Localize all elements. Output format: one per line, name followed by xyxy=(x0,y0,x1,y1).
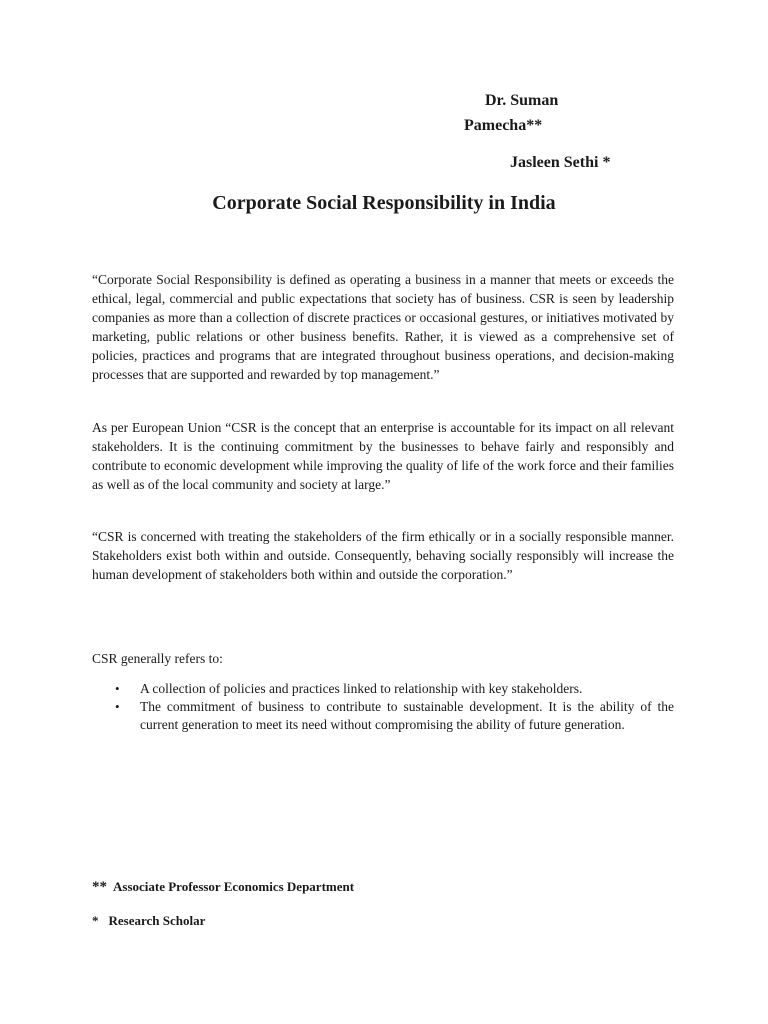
footnote-text: Associate Professor Economics Department xyxy=(113,879,355,894)
footnote-text: Research Scholar xyxy=(108,913,206,928)
bullet-icon: • xyxy=(115,699,120,714)
paragraph-csr-refers-to: CSR generally refers to: xyxy=(92,651,223,666)
bullet-list xyxy=(92,680,674,734)
list-item xyxy=(92,680,674,698)
document-title: Corporate Social Responsibility in India xyxy=(212,192,556,214)
paragraph-csr-definition: “Corporate Social Responsibility is defined as operating a business in a manner that meets or exceeds the ethical, legal, commercial and public expectations that society has of business. CSR is seen by leadership companies as more than a collection of discrete practices or occasional gestures, or initiatives motivated by marketing, public relations or other business benefits. Rather, it is viewed as a comprehensive set of policies, practices and programs that are integrated throughout business operations, and decision-making processes that are supported and rewarded by top management.” xyxy=(92,272,674,382)
footnote-mark: ** xyxy=(92,879,107,895)
paragraph-stakeholders: “CSR is concerned with treating the stakeholders of the firm ethically or in a socially responsible manner. Stakeholders exist both within and outside. Consequently, behaving socially responsibly will increase the human development of stakeholders both within and outside the corporation.” xyxy=(92,529,674,582)
footnote-associate-professor xyxy=(92,878,354,896)
author-name-line-1: Dr. Suman xyxy=(485,92,559,109)
footnote-research-scholar xyxy=(92,912,205,930)
author-name-2: Jasleen Sethi * xyxy=(510,154,611,171)
footnote-mark: * xyxy=(92,913,99,928)
list-item-text: The commitment of business to contribute to sustainable development. It is the ability of the current generation to meet its need without compromising the ability of future generation. xyxy=(140,699,674,732)
bullet-icon: • xyxy=(115,681,120,696)
author-name-line-2: Pamecha** xyxy=(464,117,543,134)
list-item-text: A collection of policies and practices linked to relationship with key stakeholders. xyxy=(140,681,583,696)
paragraph-european-union: As per European Union “CSR is the concept that an enterprise is accountable for its impact on all relevant stakeholders. It is the continuing commitment by the businesses to behave fairly and responsibly and contribute to economic development while improving the quality of life of the work force and their families as well as of the local community and society at large.” xyxy=(92,420,674,492)
list-item xyxy=(92,698,674,734)
